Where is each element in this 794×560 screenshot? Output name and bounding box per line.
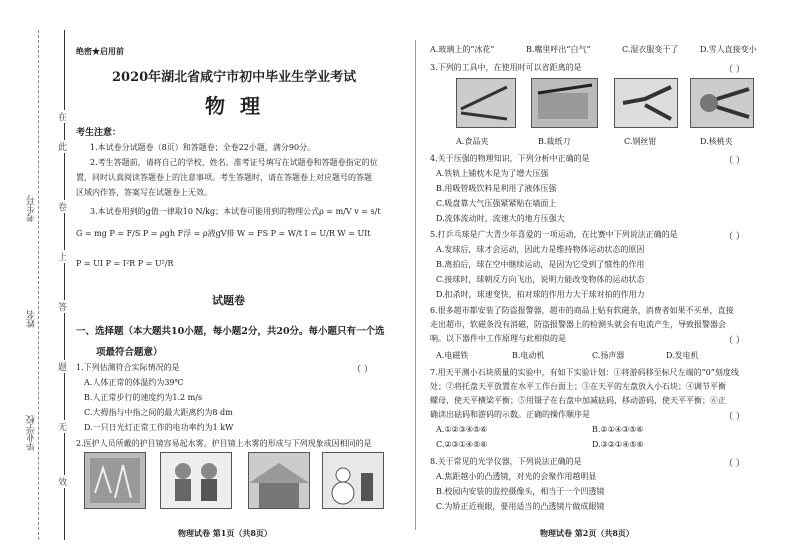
option: A.铁轨上铺枕木是为了增大压强	[436, 169, 549, 178]
question-6: 6.很多超市都安装了防盗报警器，超市的商品上贴有软磁条，消费者如果不买单，直接	[430, 306, 734, 315]
question-5: 5.打乒乓球是广大青少年喜爱的一项运动，在比赛中下列说法正确的是	[430, 230, 678, 239]
option: C.为矫正近视眼，要用适当的凸透镜片做成眼镜	[436, 502, 605, 511]
answer-paren: （ ）	[724, 412, 745, 422]
option: A.焦距越小的凸透镜，对光的会聚作用越明显	[436, 472, 597, 481]
option: C.扬声器	[592, 351, 625, 360]
option: D.扣杀时，球速变快，拍对球的作用力大于球对拍的作用力	[436, 290, 645, 299]
notice-line: 区域内作答，答案写在试题卷上无效。	[76, 188, 212, 197]
notice-heading: 考生注意：	[76, 128, 122, 138]
breath-fog-image	[160, 452, 232, 509]
option: D.流体流动时，流速大的地方压强大	[436, 214, 565, 223]
option: D.雪人直接变小	[700, 45, 757, 54]
paper-cutter-image	[531, 78, 598, 128]
secret-mark: 绝密★启用前	[76, 46, 124, 56]
answer-paren: （ ）	[724, 232, 745, 242]
nutcracker-image	[690, 78, 754, 128]
option: B.离拍后，球在空中继续运动，是因为它受到了惯性的作用	[436, 260, 645, 269]
candidate-number-label: 考生号	[27, 195, 37, 222]
page-footer-left: 物理试卷 第1页（共8页）	[178, 528, 272, 538]
option: B.用吸管吸饮料是利用了液体压强	[436, 184, 557, 193]
binding-line	[64, 30, 65, 540]
binding-char: 上	[58, 250, 67, 263]
exam-title: 2020年湖北省咸宁市初中毕业生学业考试	[112, 70, 357, 85]
option: C.大拇指与中指之间的最大距离约为8 dm	[84, 408, 233, 417]
notice-line: 置，同时认真阅读答题卷上的注意事项。考生答题时，请在答题卷上对应题号的答题	[76, 173, 372, 182]
option: C.接球时，球朝反方向飞出，说明力能改变物体的运动状态	[436, 275, 645, 284]
option: B.校园内安装的监控摄像头，相当于一个凹透镜	[436, 487, 605, 496]
answer-paren: （ ）	[724, 336, 745, 346]
notice-line: 1.本试卷分试题卷（8页）和答题卷；全卷22小题，满分90分。	[90, 143, 316, 152]
question-4: 4.关于压强的物理知识，下列分析中正确的是	[430, 154, 590, 163]
binding-char: 题	[58, 360, 67, 373]
question-6-cont: 响。以下器件中工作原理与此相似的是	[430, 334, 566, 343]
school-label: 毕业学校	[27, 415, 37, 451]
option: A.①②③④⑤⑥	[436, 425, 488, 434]
notice-line: 3.本试卷用到的g值一律取10 N/kg；本试卷可能用到的物理公式ρ = m/V v = s/t	[90, 207, 381, 216]
binding-char: 无	[58, 420, 67, 433]
binding-char: 答	[58, 300, 67, 313]
binding-char: 此	[58, 140, 67, 153]
notice-line: 2.考生答题前，请将自己的学校、姓名、准考证号填写在试题卷和答题卷指定的位	[90, 158, 378, 167]
part-one-heading-cont: 项最符合题意）	[96, 347, 163, 358]
answer-paren: （ ）	[352, 365, 373, 375]
question-7-cont: 确读出砝码和游码的示数。正确的操作顺序是	[430, 410, 590, 419]
food-tongs-image	[456, 78, 516, 128]
formula-line: G = mg P = F/S P = ρgh F浮 = ρ液gV排 W = FS P = W/t I = U/R W = UIt	[76, 229, 371, 238]
subject-title: 物 理	[205, 94, 264, 118]
name-label: 姓名	[27, 310, 37, 328]
answer-paren: （ ）	[724, 156, 745, 166]
option: D.发电机	[666, 351, 699, 360]
answer-paren: （ ）	[724, 65, 745, 75]
frost-window-image	[84, 452, 146, 509]
snowman-image	[322, 452, 384, 509]
option: B.裁纸刀	[538, 137, 571, 146]
option: A.玻璃上的“冰花”	[430, 45, 495, 54]
option: B.人正常步行的速度约为1.2 m/s	[84, 393, 203, 402]
question-7: 7.用天平测小石块质量的实验中，有如下实验计划：①将游码移至标尺左端的“0”刻度线	[430, 368, 739, 377]
option: B.嘴里呼出“白气”	[526, 45, 591, 54]
section-title: 试题卷	[212, 294, 245, 307]
question-6-cont: 走出超市，软磁条没有消磁，防盗报警器上的检测头就会有电流产生，导致报警器会	[430, 320, 726, 329]
option: A.电磁铁	[436, 351, 469, 360]
option: B.②①④③⑤⑥	[592, 425, 644, 434]
question-2: 2.医护人员所戴的护目镜容易起水雾。护目镜上水雾的形成与下列现象成因相同的是	[76, 439, 372, 448]
option: D.核桃夹	[700, 137, 733, 146]
binding-char: 在	[58, 110, 67, 123]
wire-pliers-image	[614, 78, 678, 128]
formula-line: P = UI P = I²R P = U²/R	[76, 259, 174, 268]
part-one-heading: 一、选择题（本大题共10小题，每小题2分，共20分。每小题只有一个选	[76, 326, 385, 337]
question-7-cont: 螺母，使天平横梁平衡；⑤用镊子在右盘中加减砝码，移动游码，使天平平衡；⑥正	[430, 396, 726, 405]
option: A.人体正常的体温约为39℃	[84, 378, 184, 387]
option: C.吸盘靠大气压强紧紧贴在墙面上	[436, 199, 557, 208]
binding-char: 效	[58, 475, 67, 488]
answer-paren: （ ）	[724, 459, 745, 469]
wet-clothes-image	[248, 452, 310, 509]
question-1: 1.下列估测符合实际情况的是	[76, 363, 180, 372]
page-footer-right: 物理试卷 第2页（共8页）	[540, 528, 634, 538]
option: D.一只日光灯正常工作的电功率约为1 kW	[84, 423, 234, 432]
option: B.电动机	[512, 351, 545, 360]
option: C.②③①④⑤⑥	[436, 440, 488, 449]
option: C.钢丝钳	[624, 137, 657, 146]
option: C.湿衣服变干了	[622, 45, 679, 54]
option: D.③②①④⑤⑥	[592, 440, 644, 449]
question-8: 8.关于常见的光学仪器，下列说法正确的是	[430, 457, 582, 466]
option: A.食品夹	[456, 137, 489, 146]
binding-dashed-line	[38, 30, 39, 540]
option: A.发球后，球才会运动，因此力是维持物体运动状态的原因	[436, 245, 645, 254]
question-7-cont: 处；②将托盘天平放置在水平工作台面上；③在天平的左盘放入小石块；④调节平衡	[430, 382, 726, 391]
question-3: 3.下列的工具中，在使用时可以省距离的是	[430, 63, 582, 72]
page-divider	[415, 40, 416, 530]
binding-char: 卷	[58, 200, 67, 213]
